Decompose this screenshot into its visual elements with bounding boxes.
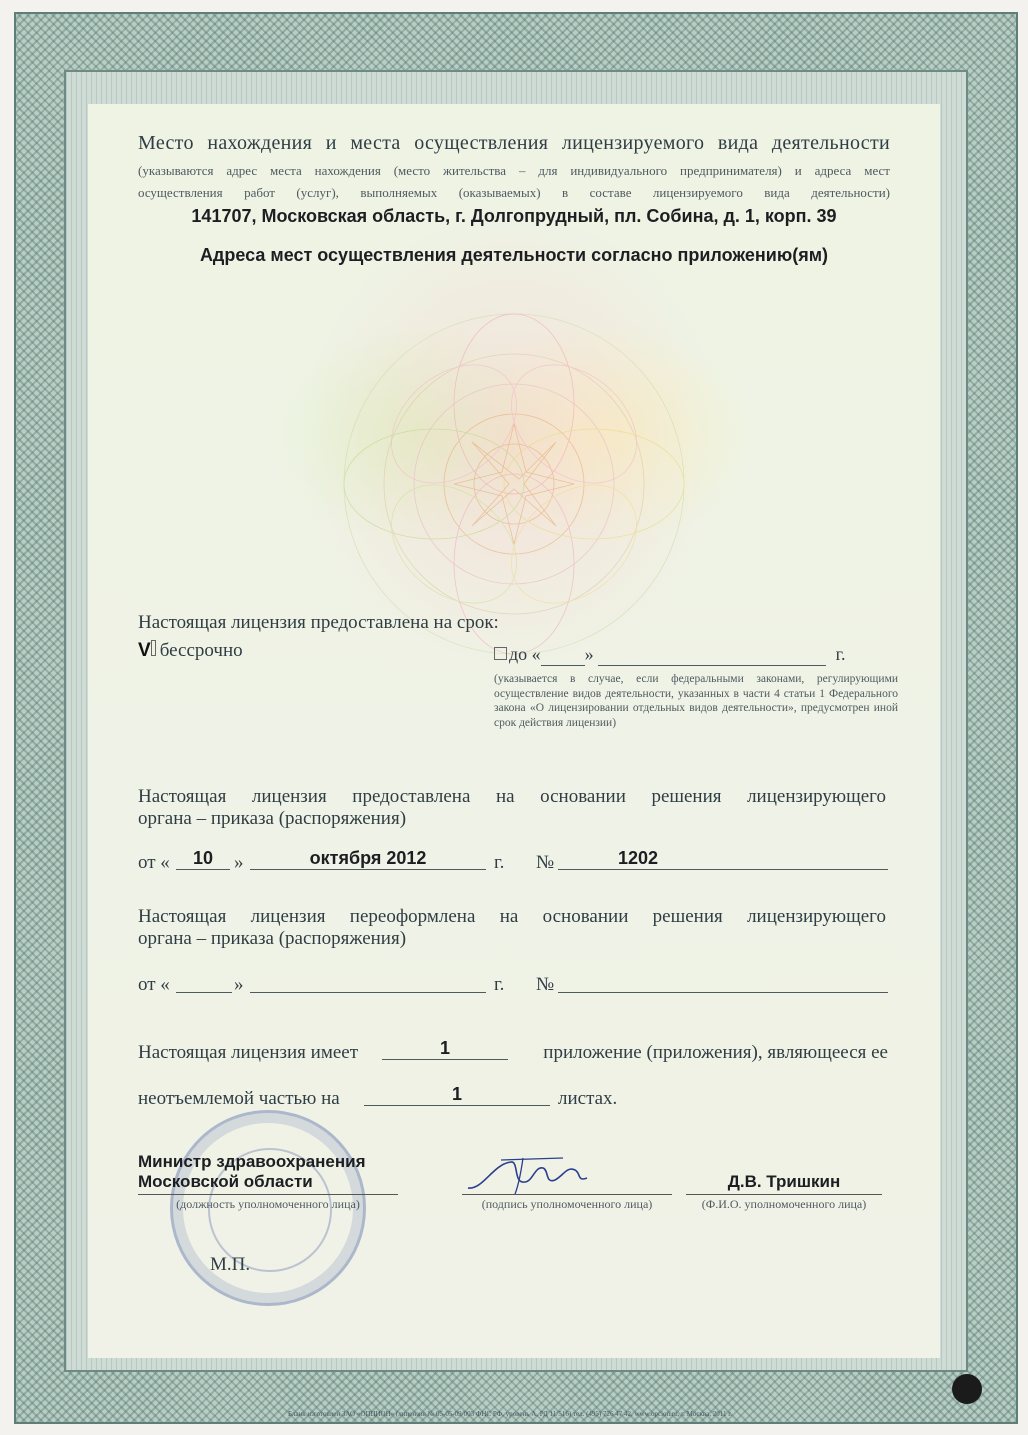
position-caption: (должность уполномоченного лица) [138, 1194, 398, 1212]
until-prefix: до « [509, 644, 541, 664]
until-year-suffix: г. [835, 644, 846, 664]
sheets-count: 1 [364, 1084, 550, 1106]
indefinite-label: бессрочно [159, 640, 243, 661]
sheets-suffix: листах. [558, 1088, 618, 1109]
reissue-date-row [138, 970, 888, 996]
reissue-from-open: от « [138, 974, 170, 995]
until-day-field [541, 644, 585, 666]
term-note: (указывается в случае, если федеральными законами, регулирующими осуществление видов деятельности, указанных в части 4 статьи 1 Федерального закона «О лицензировании отдельных видов деятельности», предусмотрен иной срок действия лицензии) [494, 673, 898, 729]
signatory-position [138, 1152, 366, 1192]
location-hint-2: осуществления работ (услуг), выполняемых (оказываемых) в составе лицензируемого вида деятельности) [138, 185, 890, 200]
reissue-from-close: » [234, 974, 244, 995]
grant-day: 10 [176, 848, 230, 870]
grant-text-line-2: органа – приказа (распоряжения) [138, 808, 407, 829]
reissue-day-field [176, 970, 232, 993]
name-caption: (Ф.И.О. уполномоченного лица) [686, 1194, 882, 1212]
term-label: Настоящая лицензия предоставлена на срок: [138, 612, 499, 633]
appendix-suffix: приложение (приложения), являющееся ее [543, 1042, 888, 1063]
sheets-row [138, 1084, 888, 1112]
until-option [494, 644, 846, 666]
until-mid: » [584, 644, 594, 664]
reissue-month-field [250, 970, 486, 993]
reissue-year-suffix: г. [494, 974, 505, 995]
grant-month-year: октября 2012 [250, 848, 486, 870]
activity-places-note: Адреса мест осуществления деятельности согласно приложению(ям) [199, 245, 829, 265]
grant-text-line-1: Настоящая лицензия предоставлена на основании решения лицензирующего [138, 786, 886, 807]
signature-caption: (подпись уполномоченного лица) [462, 1194, 672, 1212]
grant-number-sign: № [536, 852, 555, 873]
reissue-number-sign: № [536, 974, 555, 995]
indefinite-checkmark: V [138, 640, 151, 661]
main-address: 141707, Московская область, г. Долгопрудный, пл. Собина, д. 1, корп. 39 [191, 206, 837, 226]
position-line-1: Министр здравоохранения [138, 1152, 366, 1171]
license-page [88, 104, 940, 1358]
indefinite-checkbox [151, 640, 156, 656]
appendix-prefix: Настоящая лицензия имеет [138, 1042, 359, 1063]
grant-order-number: 1202 [558, 848, 888, 870]
punch-hole [952, 1374, 982, 1404]
reissue-text-line-1: Настоящая лицензия переоформлена на основании решения лицензирующего [138, 906, 886, 927]
location-title: Место нахождения и места осуществления лицензируемого вида деятельности [138, 132, 890, 154]
reissue-text-line-2: органа – приказа (распоряжения) [138, 928, 407, 949]
grant-from-open: от « [138, 852, 170, 873]
position-line-2: Московской области [138, 1172, 313, 1191]
blank-printer-footer: Бланк изготовлен ЗАО «ОПЦИОН» (лицензия № 05-05-09/003 ФНС РФ, уровень А, РД 11/516) тел. (495) 726 47 42, www.opcion.ru, г. Москва, 2011 г. [288, 1410, 733, 1418]
signature-graphic [463, 1154, 593, 1198]
until-month-field [598, 644, 826, 666]
signatory-name: Д.В. Тришкин [727, 1172, 841, 1191]
indefinite-option [138, 640, 243, 662]
grant-from-close: » [234, 852, 244, 873]
seal-place-label: М.П. [210, 1254, 251, 1275]
appendix-count: 1 [382, 1038, 508, 1060]
reissue-number-field [558, 970, 888, 993]
grant-date-row [138, 848, 888, 874]
appendix-row [138, 1038, 888, 1066]
until-checkbox [494, 647, 507, 660]
sheets-prefix: неотъемлемой частью на [138, 1088, 340, 1109]
location-hint-1: (указываются адрес места нахождения (место жительства – для индивидуального предпринимателя) и адреса мест [138, 163, 890, 178]
grant-year-suffix: г. [494, 852, 505, 873]
